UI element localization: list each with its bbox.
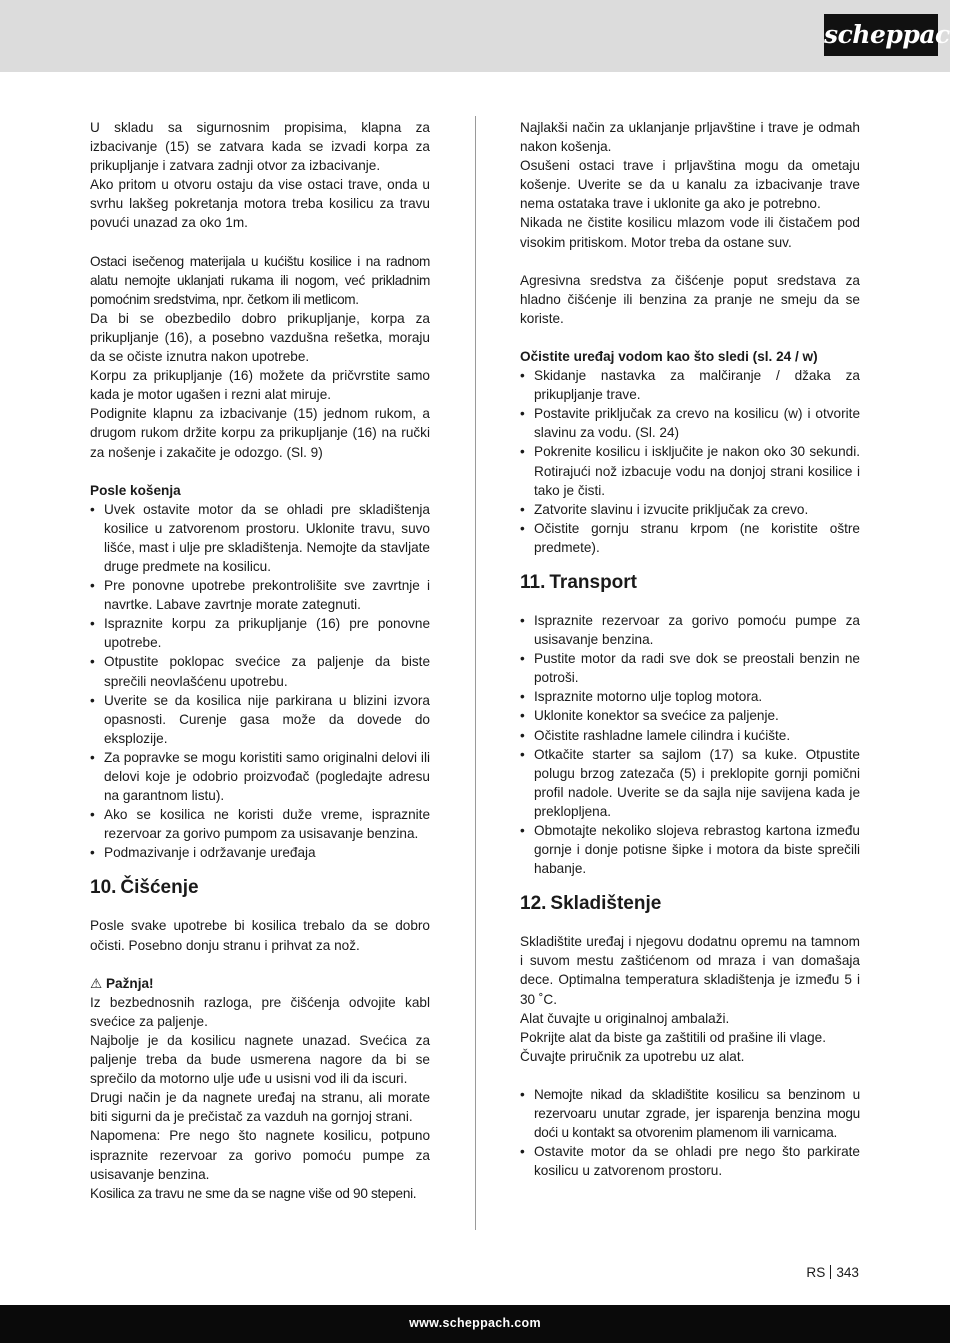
after-mowing-list	[90, 500, 430, 863]
page-number	[806, 1265, 859, 1280]
section-number: 11.	[520, 571, 546, 593]
list-item: • Pre ponovne upotrebe prekontrolišite sve zavrtnje i navrtke. Labave zavrtnje morate zategnuti.	[90, 576, 430, 614]
paragraph: Kosilica za travu ne sme da se nagne više od 90 stepeni.	[90, 1185, 417, 1201]
footer-band	[0, 1305, 950, 1343]
left-column	[90, 118, 430, 1203]
paragraph: Najlakši način za uklanjanje prljavštine i trave je odmah nakon košenja.	[520, 120, 860, 155]
page-number-value: 343	[836, 1265, 859, 1280]
paragraph: Posle svake upotrebe bi kosilica trebalo da se dobro očisti. Posebno donju stranu i prihvat za nož.	[90, 918, 430, 953]
right-column	[520, 118, 860, 1180]
warning-title: Pažnja!	[105, 975, 154, 991]
paragraph: Agresivna sredstva za čišćenje poput sredstava za hladno čišćenje ili benzina za pranje ne smeju da se koriste.	[520, 272, 860, 326]
paragraph: Alat čuvajte u originalnoj ambalaži.	[520, 1010, 730, 1026]
paragraph: Skladištite uređaj i njegovu dodatnu opremu na tamnom i suvom mestu zaštićenom od mraza i van domašaja dece. Optimalna temperatura skladištenja je između 5 i 30 ˚C.	[520, 934, 860, 1007]
column-divider	[475, 116, 476, 1230]
list-item: • Očistite gornju stranu krpom (ne koristite oštre predmete).	[520, 519, 860, 557]
list-item: • Očistite rashladne lamele cilindra i kućište.	[520, 726, 860, 745]
warning-icon: ⚠	[90, 975, 103, 991]
paragraph: Osušeni ostaci trave i prljavština mogu da ometaju košenje. Uverite se da u kanalu za izbacivanje trave nema ostataka trave i uklonite ga ako je potrebno.	[520, 158, 860, 212]
section-number: 12.	[520, 893, 547, 915]
list-item: • Uverite se da kosilica nije parkirana u blizini izvora opasnosti. Curenje gasa može da dovede do eksplozije.	[90, 691, 430, 748]
list-item: • Ispraznite rezervoar za gorivo pomoću pumpe za usisavanje benzina.	[520, 611, 860, 649]
list-item: • Ispraznite korpu za prikupljanje (16) pre ponovne upotrebe.	[90, 614, 430, 652]
list-item: • Nemojte nikad da skladištite kosilicu sa benzinom u rezervoaru unutar zgrade, jer isparenja benzina mogu doći u kontakt sa otvorenim plamenom ili varnicama.	[520, 1085, 860, 1142]
list-item: • Pustite motor da radi sve dok se preostali benzin ne potroši.	[520, 649, 860, 687]
paragraph: Iz bezbednosnih razloga, pre čišćenja odvojite kabl svećice za paljenje.	[90, 994, 430, 1029]
list-item: • Pokrenite kosilicu i isključite je nakon oko 30 sekundi. Rotirajući nož izbacuje vodu na donjoj strani kosilice i tako je čisti.	[520, 442, 860, 499]
paragraph: Pokrijte alat da biste ga zaštitili od prašine ili vlage.	[520, 1029, 827, 1045]
list-item: • Obmotajte nekoliko slojeva rebrastog kartona između gornje i donje potisne šipke i motora da biste sprečili habanje.	[520, 821, 860, 878]
paragraph: Najbolje je da kosilicu nagnete unazad. Svećica za paljenje treba da bude usmerena nagore da bi se sprečilo da motorno ulje uđe u usisni vod ili da iscuri.	[90, 1032, 430, 1087]
header-band	[0, 0, 950, 72]
paragraph: Da bi se obezbedilo dobro prikupljanje, korpa za prikupljanje (16), a posebno vazdušna rešetka, moraju da se očiste iznutra nakon upotrebe.	[90, 310, 430, 365]
section-11-heading	[520, 571, 860, 595]
list-item: • Podmazivanje i održavanje uređaja	[90, 843, 430, 862]
page-separator	[830, 1265, 831, 1279]
paragraph: Nikada ne čistite kosilicu mlazom vode ili čistačem pod visokim pritiskom. Motor treba da ostane suv.	[520, 215, 860, 250]
paragraph: Ostaci isečenog materijala u kućištu kosilice i na radnom alatu nemojte uklanjati rukama ili nogom, već prikladnim pomoćnim sredstvima, npr. četkom ili metlicom.	[90, 253, 430, 307]
section-number: 10.	[90, 877, 117, 899]
water-cleaning-list	[520, 366, 860, 557]
scheppach-logo: scheppach	[824, 14, 938, 56]
list-item: • Postavite priključak za crevo na kosilicu (w) i otvorite slavinu za vodu. (Sl. 24)	[520, 404, 860, 442]
section-10-heading	[90, 876, 430, 900]
section-title: Transport	[549, 571, 637, 593]
storage-list	[520, 1085, 860, 1180]
paragraph: Podignite klapnu za izbacivanje (15) jednom rukom, a drugom rukom držite korpu za prikupljanje (16) na ručki za nošenje i zakačite je odozgo. (Sl. 9)	[90, 406, 430, 460]
warning-heading	[90, 974, 430, 993]
section-title: Skladištenje	[550, 893, 662, 915]
list-item: • Zatvorite slavinu i izvucite priključak za crevo.	[520, 500, 860, 519]
paragraph: Korpu za prikupljanje (16) možete da pričvrstite samo kada je motor ugašen i rezni alat miruje.	[90, 368, 430, 403]
paragraph: Ako pritom u otvoru ostaju da vise ostaci trave, onda u svrhu lakšeg pokretanja motora treba kosilicu za travu povući unazad za oko 1m.	[90, 177, 430, 231]
website-link[interactable]: www.scheppach.com	[409, 1316, 541, 1330]
list-item: • Uvek ostavite motor da se ohladi pre skladištenja kosilice u zatvorenom prostoru. Uklonite travu, suvo lišće, mast i ulje pre skladištenja. Nemojte da stavljate druge predmete na kosilicu.	[90, 500, 430, 576]
section-12-heading	[520, 892, 860, 916]
paragraph: Čuvajte priručnik za upotrebu uz alat.	[520, 1048, 745, 1064]
list-item: • Uklonite konektor sa svećice za paljenje.	[520, 706, 860, 725]
water-cleaning-heading: Očistite uređaj vodom kao što sledi (sl. 24 / w)	[520, 348, 818, 364]
list-item: • Ispraznite motorno ulje toplog motora.	[520, 687, 860, 706]
paragraph: U skladu sa sigurnosnim propisima, klapna za izbacivanje (15) se zatvara kada se izvadi korpa za prikupljanje i zatvara zadnji otvor za izbacivanje.	[90, 120, 430, 174]
after-mowing-heading: Posle košenja	[90, 482, 181, 498]
list-item: • Za popravke se mogu koristiti samo originalni delovi ili delovi koje je odobrio proizvođač (pogledajte adresu na garantnom listu).	[90, 748, 430, 805]
transport-list	[520, 611, 860, 878]
section-title: Čišćenje	[120, 877, 199, 899]
paragraph: Drugi način je da nagnete uređaj na stranu, ali morate biti sigurni da je prečistač za vazduh na gornjoj strani.	[90, 1090, 430, 1125]
list-item: • Ako se kosilica ne koristi duže vreme, ispraznite rezervoar za gorivo pumpom za usisavanje benzina.	[90, 805, 430, 843]
language-code: RS	[806, 1265, 826, 1280]
list-item: • Ostavite motor da se ohladi pre nego što parkirate kosilicu u zatvorenom prostoru.	[520, 1142, 860, 1180]
list-item: • Skidanje nastavka za malčiranje / džaka za prikupljanje trave.	[520, 366, 860, 404]
list-item: • Otkačite starter sa sajlom (17) sa kuke. Otpustite polugu brzog zatezača (5) i preklopite gornji pomični profil nadole. Uverite se da sajla nije savijena kada je preklopljena.	[520, 745, 860, 821]
list-item: • Otpustite poklopac svećice za paljenje da biste sprečili neovlašćenu upotrebu.	[90, 652, 430, 690]
paragraph: Napomena: Pre nego što nagnete kosilicu, potpuno ispraznite rezervoar za gorivo pomoću pumpe za usisavanje benzina.	[90, 1128, 430, 1182]
